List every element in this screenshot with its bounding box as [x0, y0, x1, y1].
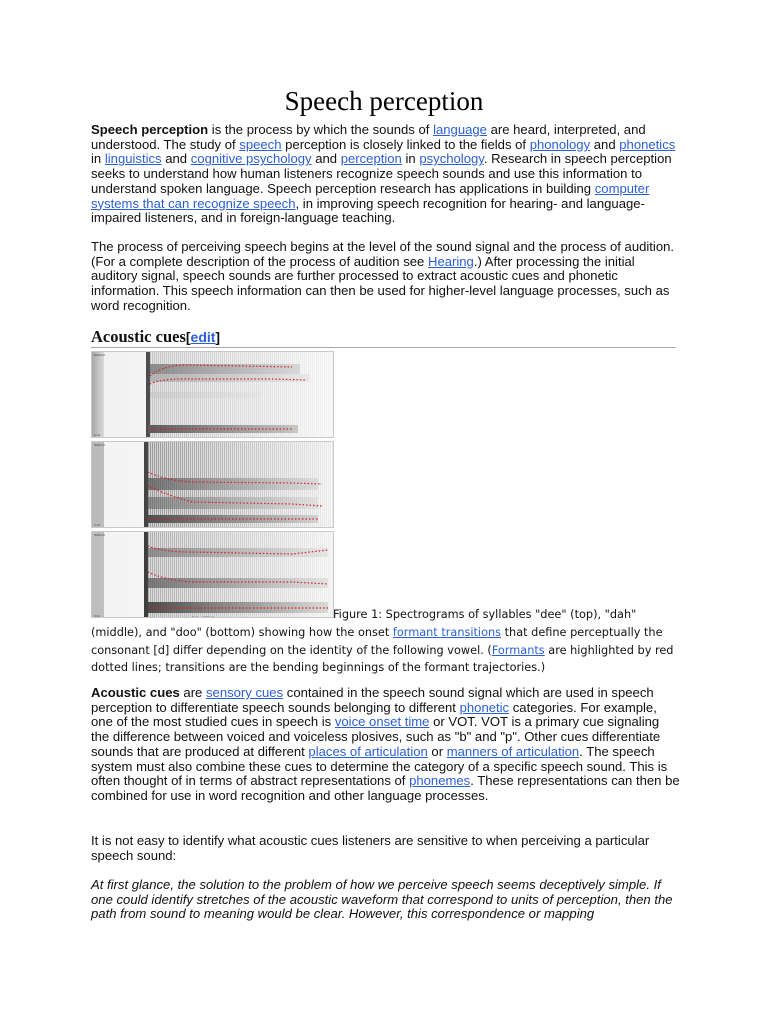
svg-text:0 Hz: 0 Hz — [94, 614, 101, 618]
acoustic-cues-paragraph — [91, 686, 681, 804]
cues-text: categories. For example, one of the most studied cues in speech is — [91, 699, 657, 730]
caption-text: that define perceptually the consonant [d] differ depending on the identity of the following vowel. ( — [91, 625, 663, 657]
spectrogram-dee-image — [92, 352, 333, 437]
link-voice-onset-time[interactable]: voice onset time — [334, 714, 430, 730]
intro-paragraph — [91, 123, 681, 226]
process-text: The process of perceiving speech begins at the level of the sound signal and the process of audition. (For a complete description of the process of audition see — [91, 239, 675, 269]
term-speech-perception: Speech perception — [91, 122, 209, 137]
link-phonemes[interactable]: phonemes — [409, 773, 471, 789]
link-sensory-cues[interactable]: sensory cues — [205, 685, 284, 700]
svg-text:5000 Hz: 5000 Hz — [94, 353, 106, 357]
intro-text: are heard, interpreted, and understood. The study of — [91, 122, 646, 152]
process-paragraph — [91, 240, 681, 314]
figure-caption — [91, 606, 681, 677]
link-phonetic[interactable]: phonetic — [459, 699, 510, 715]
intro-text: in — [401, 151, 420, 167]
link-speech[interactable]: speech — [239, 136, 282, 152]
spectrogram-dah-image — [92, 442, 333, 527]
intro-text: . Research in speech perception seeks to understand how human listeners recognize speech sounds and use this information to understand spoken language. Speech perception research has applications in building — [91, 151, 672, 196]
link-cognitive-psychology[interactable]: cognitive psychology — [190, 151, 312, 167]
intro-text: , in improving speech recognition for hearing- and language-impaired listeners, and in foreign-language teaching. — [91, 195, 645, 226]
section-heading-acoustic-cues — [91, 327, 676, 348]
intro-text: and — [311, 151, 341, 167]
cues-text: . These representations can then be combined for use in word recognition and other language processes. — [91, 773, 680, 803]
link-formants[interactable]: Formants — [491, 643, 545, 657]
edit-bracket-open: [ — [185, 329, 191, 345]
intro-text: is the process by which the sounds of — [208, 122, 434, 137]
identify-paragraph: It is not easy to identify what acoustic cues listeners are sensitive to when perceiving a particular speech sound: — [91, 833, 650, 863]
link-formant-transitions[interactable]: formant transitions — [392, 625, 502, 639]
section-heading-text: Acoustic cues — [91, 327, 186, 346]
link-perception[interactable]: perception — [340, 151, 402, 167]
svg-text:Total: ~ 1000 ms: Total: ~ 1000 ms — [192, 615, 215, 618]
svg-text:5000 Hz: 5000 Hz — [94, 443, 106, 447]
link-phonology[interactable]: phonology — [529, 136, 591, 152]
caption-text: are highlighted by red dotted lines; transitions are the bending beginnings of the formant trajectories.) — [91, 643, 674, 675]
process-text: .) After processing the initial auditory signal, speech sounds are further processed to extract acoustic cues and phonetic information. This speech information can then be used for higher-level language processes, such as word recognition. — [91, 253, 670, 313]
quote-paragraph: At first glance, the solution to the problem of how we perceive speech seems deceptively simple. If one could identify stretches of the acoustic waveform that correspond to units of perception, then the path from sound to meaning would be clear. However, this correspondence or mapping — [91, 877, 673, 922]
intro-text: and — [590, 136, 620, 152]
spectrogram-figure[interactable] — [91, 351, 334, 622]
edit-bracket-close: ] — [215, 329, 221, 345]
cues-text: or VOT. VOT is a primary cue signaling the difference between voiced and voiceless plosives, such as "b" and "p". Other cues differentiate sounds that are produced at different — [91, 714, 661, 759]
link-manners-of-articulation[interactable]: manners of articulation — [446, 743, 580, 759]
link-phonetics[interactable]: phonetics — [619, 136, 676, 152]
link-psychology[interactable]: psychology — [419, 151, 484, 167]
intro-text: and — [161, 151, 191, 167]
svg-text:0 Hz: 0 Hz — [94, 523, 101, 527]
cues-text: contained in the speech sound signal which are used in speech perception to differentiate speech sounds belonging to different — [91, 685, 654, 715]
caption-text: Figure 1: Spectrograms of syllables "dee" (top), "dah" (middle), and "doo" (bottom) showing how the onset — [91, 608, 637, 639]
link-places-of-articulation[interactable]: places of articulation — [308, 743, 428, 759]
cues-text: . The speech system must also combine these cues to determine the category of a specific speech sound. This is often thought of in terms of abstract representations of — [91, 743, 668, 789]
intro-text: in — [91, 151, 105, 167]
link-language[interactable]: language — [433, 122, 487, 137]
link-linguistics[interactable]: linguistics — [104, 151, 162, 167]
link-computer-systems-speech-recognition[interactable]: computer systems that can recognize speech — [91, 180, 650, 211]
cues-text: are — [179, 685, 206, 700]
term-acoustic-cues: Acoustic cues — [91, 685, 180, 700]
intro-text: perception is closely linked to the fields of — [281, 136, 530, 152]
spectrogram-dah — [91, 441, 334, 528]
link-hearing[interactable]: Hearing — [427, 253, 474, 269]
spectrogram-doo — [91, 531, 334, 618]
svg-text:0 Hz: 0 Hz — [94, 433, 101, 437]
page-title: Speech perception — [284, 86, 484, 116]
cues-text: or — [427, 743, 447, 759]
svg-text:5000 Hz: 5000 Hz — [94, 533, 106, 537]
spectrogram-dee — [91, 351, 334, 438]
edit-section-link[interactable]: edit — [190, 329, 216, 345]
